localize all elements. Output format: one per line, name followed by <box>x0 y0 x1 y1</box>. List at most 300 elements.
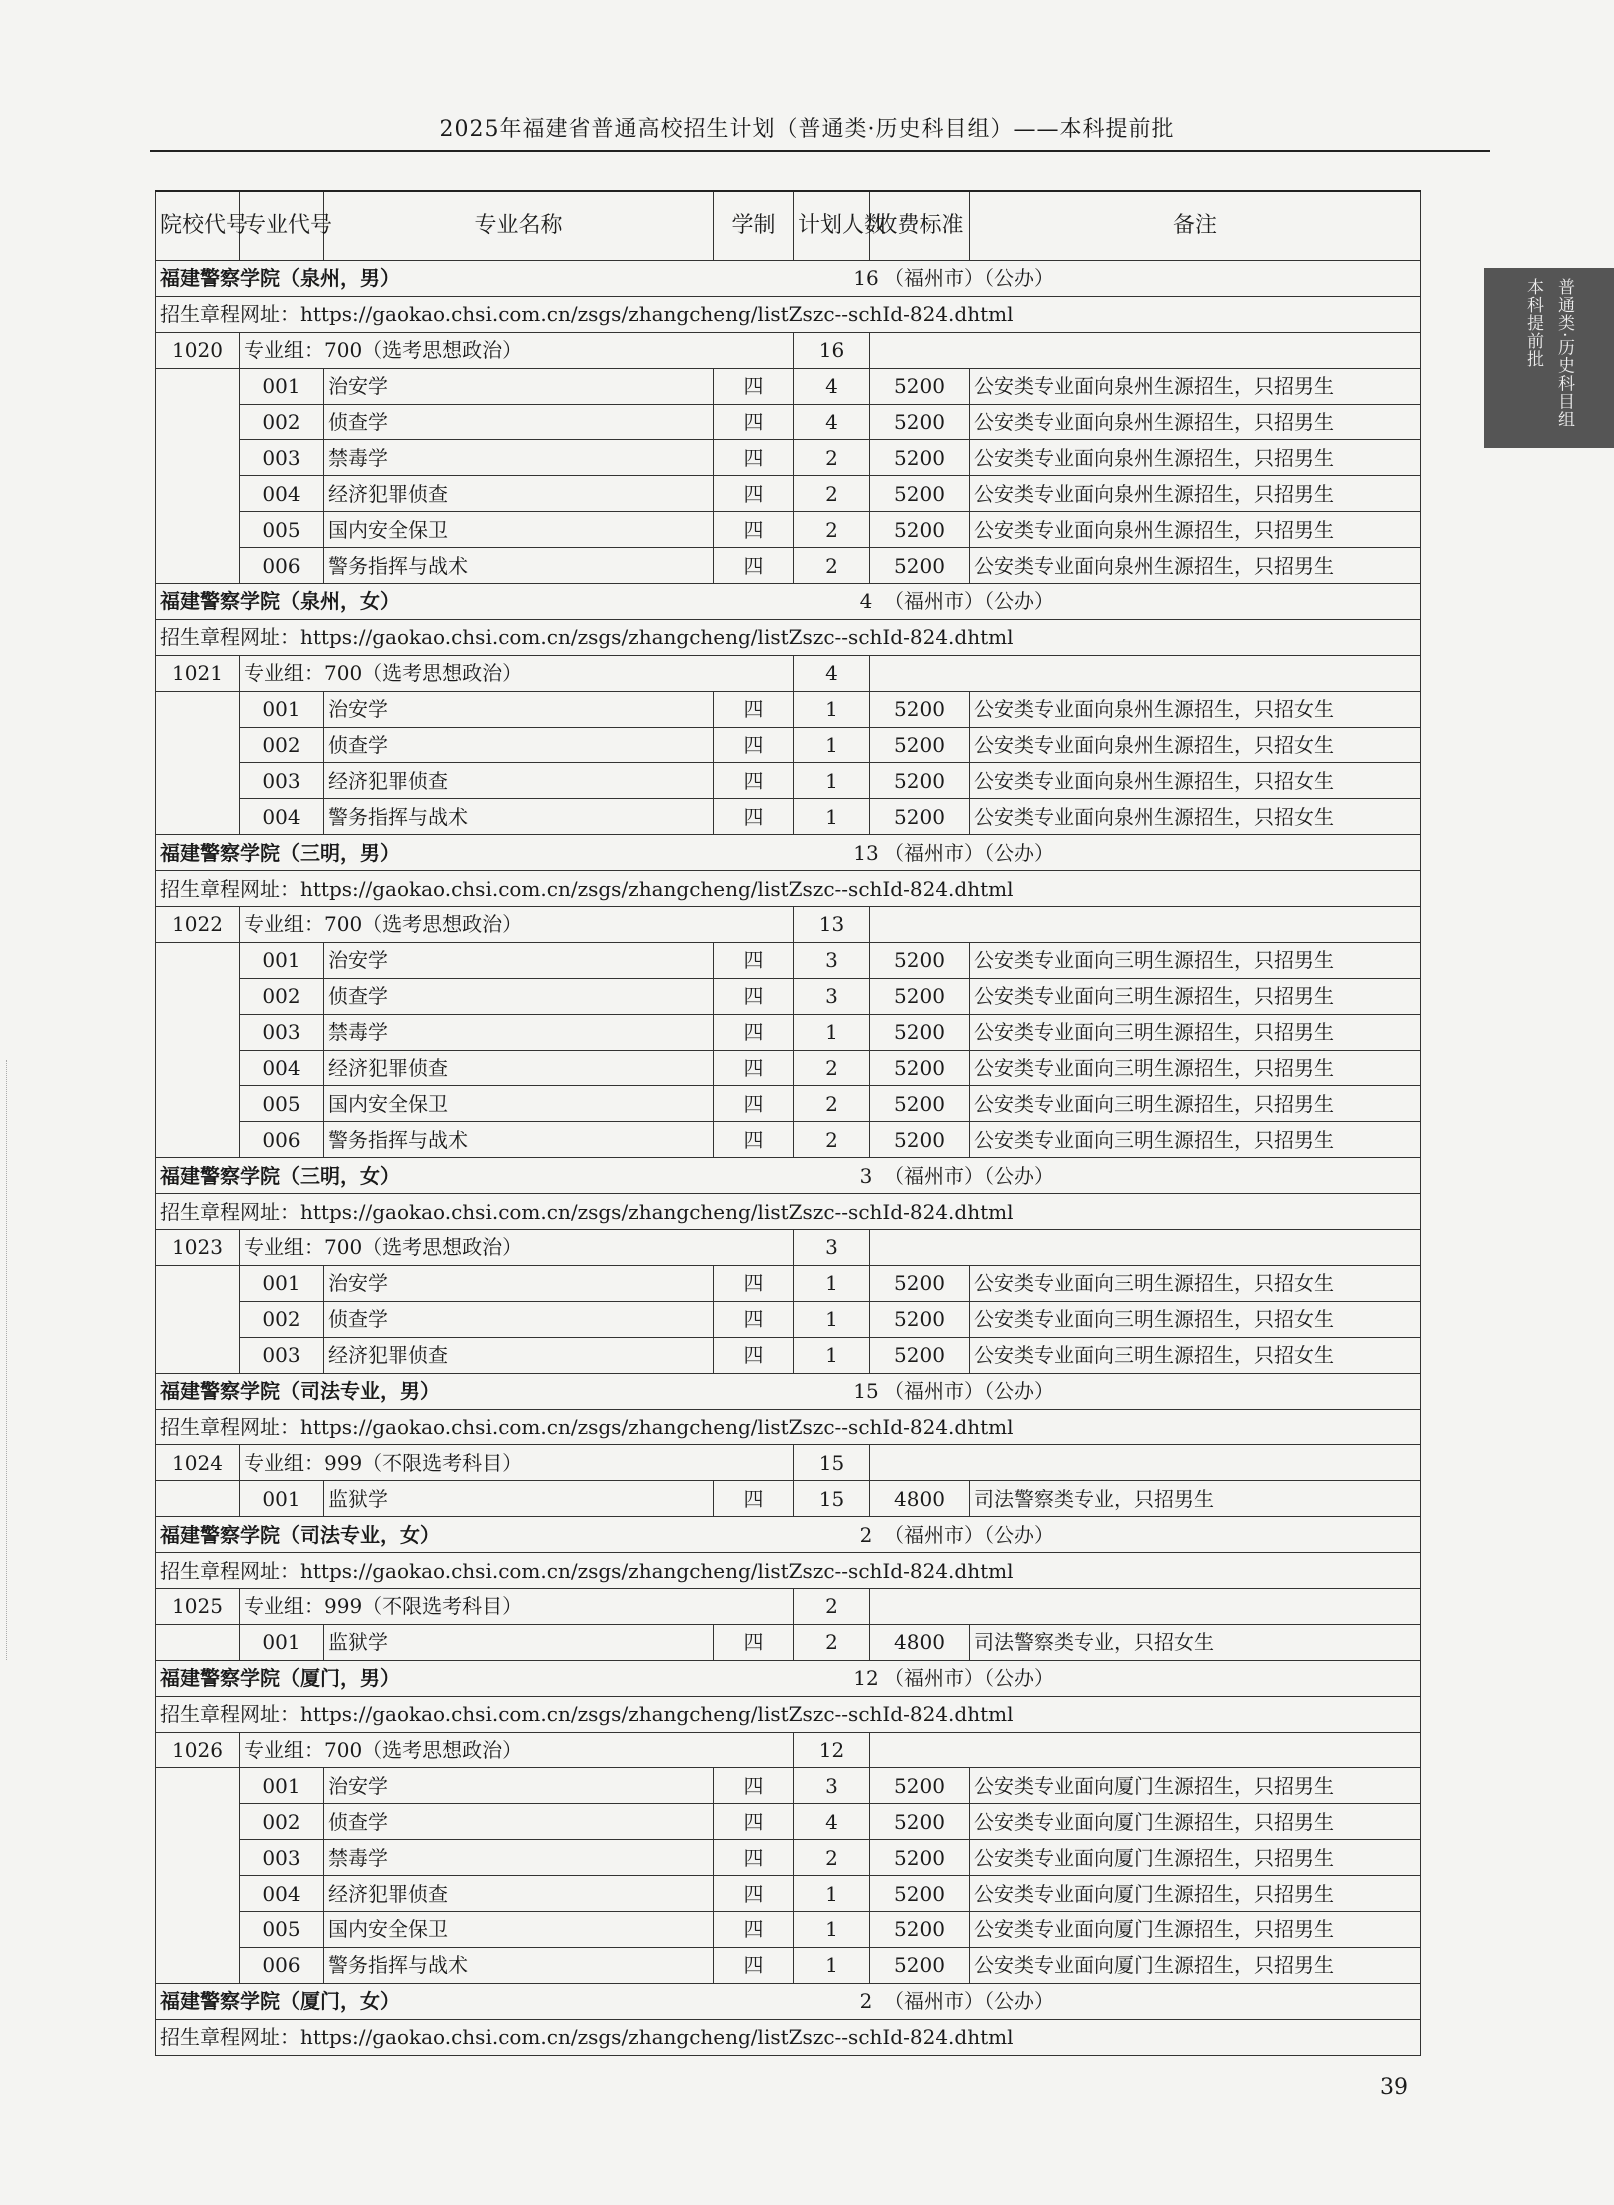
major-row <box>156 727 1421 763</box>
major-name: 警务指挥与战术 <box>324 548 714 584</box>
major-name: 侦查学 <box>324 978 714 1014</box>
major-name: 治安学 <box>324 1768 714 1804</box>
charter-url-row <box>156 1194 1421 1230</box>
major-name: 经济犯罪侦查 <box>324 1337 714 1373</box>
major-fee: 5200 <box>870 691 970 727</box>
blank-school-code <box>156 1265 240 1373</box>
header-notes: 备注 <box>970 191 1421 261</box>
header-major-code: 专业代号 <box>240 191 324 261</box>
school-name: 福建警察学院（三明，男） <box>160 840 400 865</box>
school-line <box>156 584 1421 620</box>
major-duration: 四 <box>714 1804 794 1840</box>
major-plan-count: 3 <box>794 978 870 1014</box>
major-name: 经济犯罪侦查 <box>324 1876 714 1912</box>
major-code: 006 <box>240 1947 324 1983</box>
major-plan-count: 2 <box>794 440 870 476</box>
table-body <box>156 261 1421 2056</box>
school-location-type: （福州市）（公办） <box>884 840 1054 865</box>
group-empty <box>870 655 1421 691</box>
group-school-code: 1020 <box>156 332 240 368</box>
major-code: 005 <box>240 1086 324 1122</box>
major-fee: 5200 <box>870 1337 970 1373</box>
major-name: 禁毒学 <box>324 1014 714 1050</box>
major-code: 001 <box>240 1481 324 1517</box>
charter-url-link[interactable]: https://gaokao.chsi.com.cn/zsgs/zhangcheng/listZszc--schId-824.dhtml <box>300 302 1014 327</box>
charter-url-line <box>156 1553 1421 1589</box>
major-fee: 4800 <box>870 1481 970 1517</box>
charter-url-link[interactable]: https://gaokao.chsi.com.cn/zsgs/zhangcheng/listZszc--schId-824.dhtml <box>300 1558 1014 1583</box>
major-code: 002 <box>240 1301 324 1337</box>
group-empty <box>870 1588 1421 1624</box>
major-code: 001 <box>240 1265 324 1301</box>
charter-url-label: 招生章程网址： <box>160 302 300 327</box>
school-name: 福建警察学院（三明，女） <box>160 1163 400 1188</box>
group-school-code: 1022 <box>156 907 240 943</box>
major-name: 监狱学 <box>324 1624 714 1660</box>
major-plan-count: 15 <box>794 1481 870 1517</box>
group-description: 专业组：700（选考思想政治） <box>240 332 794 368</box>
school-row <box>156 1517 1421 1553</box>
major-note: 公安类专业面向泉州生源招生，只招女生 <box>970 763 1421 799</box>
major-row <box>156 978 1421 1014</box>
major-fee: 5200 <box>870 404 970 440</box>
major-note: 公安类专业面向泉州生源招生，只招女生 <box>970 727 1421 763</box>
major-name: 经济犯罪侦查 <box>324 476 714 512</box>
major-fee: 5200 <box>870 548 970 584</box>
school-plan-count: 2 <box>859 1522 873 1547</box>
charter-url-line <box>156 1696 1421 1732</box>
major-fee: 5200 <box>870 1122 970 1158</box>
major-group-row <box>156 1588 1421 1624</box>
major-name: 国内安全保卫 <box>324 512 714 548</box>
major-plan-count: 2 <box>794 1122 870 1158</box>
major-plan-count: 1 <box>794 1911 870 1947</box>
major-name: 经济犯罪侦查 <box>324 1050 714 1086</box>
major-note: 公安类专业面向三明生源招生，只招女生 <box>970 1265 1421 1301</box>
major-code: 003 <box>240 440 324 476</box>
school-name: 福建警察学院（泉州，女） <box>160 589 400 614</box>
major-row <box>156 1122 1421 1158</box>
major-note: 公安类专业面向三明生源招生，只招男生 <box>970 978 1421 1014</box>
major-plan-count: 1 <box>794 1014 870 1050</box>
major-fee: 5200 <box>870 727 970 763</box>
major-duration: 四 <box>714 763 794 799</box>
school-row <box>156 261 1421 297</box>
major-row <box>156 1086 1421 1122</box>
major-row <box>156 1840 1421 1876</box>
charter-url-row <box>156 871 1421 907</box>
major-duration: 四 <box>714 1768 794 1804</box>
charter-url-label: 招生章程网址： <box>160 1414 300 1439</box>
group-empty <box>870 332 1421 368</box>
major-row <box>156 1265 1421 1301</box>
major-note: 公安类专业面向泉州生源招生，只招男生 <box>970 404 1421 440</box>
major-fee: 5200 <box>870 763 970 799</box>
major-row <box>156 691 1421 727</box>
major-plan-count: 2 <box>794 1086 870 1122</box>
major-duration: 四 <box>714 1301 794 1337</box>
major-row <box>156 440 1421 476</box>
group-description: 专业组：999（不限选考科目） <box>240 1445 794 1481</box>
major-plan-count: 1 <box>794 1301 870 1337</box>
charter-url-row <box>156 1409 1421 1445</box>
major-code: 004 <box>240 799 324 835</box>
major-fee: 5200 <box>870 942 970 978</box>
major-duration: 四 <box>714 368 794 404</box>
school-line <box>156 261 1421 297</box>
blank-school-code <box>156 1481 240 1517</box>
blank-school-code <box>156 942 240 1157</box>
charter-url-line <box>156 619 1421 655</box>
major-code: 006 <box>240 548 324 584</box>
school-plan-count: 4 <box>859 589 873 614</box>
major-code: 004 <box>240 1876 324 1912</box>
header-plan-count: 计划人数 <box>794 191 870 261</box>
group-description: 专业组：700（选考思想政治） <box>240 907 794 943</box>
major-fee: 5200 <box>870 1876 970 1912</box>
major-code: 001 <box>240 1624 324 1660</box>
blank-school-code <box>156 1768 240 1983</box>
major-name: 治安学 <box>324 1265 714 1301</box>
header-fee: 收费标准 <box>870 191 970 261</box>
major-group-row <box>156 1445 1421 1481</box>
school-name: 福建警察学院（厦门，女） <box>160 1989 400 2014</box>
school-row <box>156 835 1421 871</box>
group-description: 专业组：700（选考思想政治） <box>240 1732 794 1768</box>
major-plan-count: 2 <box>794 476 870 512</box>
enrollment-plan-table <box>155 190 1421 2056</box>
blank-school-code <box>156 368 240 583</box>
major-note: 公安类专业面向三明生源招生，只招女生 <box>970 1301 1421 1337</box>
school-line <box>156 835 1421 871</box>
major-note: 公安类专业面向泉州生源招生，只招女生 <box>970 799 1421 835</box>
group-plan-count: 12 <box>794 1732 870 1768</box>
major-row <box>156 512 1421 548</box>
charter-url-link[interactable]: https://gaokao.chsi.com.cn/zsgs/zhangcheng/listZszc--schId-824.dhtml <box>300 1702 1014 1727</box>
major-name: 国内安全保卫 <box>324 1911 714 1947</box>
charter-url-line <box>156 296 1421 332</box>
major-duration: 四 <box>714 978 794 1014</box>
group-empty <box>870 1732 1421 1768</box>
major-row <box>156 1337 1421 1373</box>
major-row <box>156 1876 1421 1912</box>
major-note: 司法警察类专业，只招女生 <box>970 1624 1421 1660</box>
major-name: 侦查学 <box>324 404 714 440</box>
major-row <box>156 1768 1421 1804</box>
charter-url-label: 招生章程网址： <box>160 876 300 901</box>
major-plan-count: 1 <box>794 799 870 835</box>
major-fee: 5200 <box>870 1911 970 1947</box>
charter-url-label: 招生章程网址： <box>160 625 300 650</box>
major-duration: 四 <box>714 799 794 835</box>
charter-url-label: 招生章程网址： <box>160 1558 300 1583</box>
major-code: 004 <box>240 476 324 512</box>
major-name: 警务指挥与战术 <box>324 1122 714 1158</box>
group-school-code: 1024 <box>156 1445 240 1481</box>
major-plan-count: 2 <box>794 1840 870 1876</box>
major-name: 经济犯罪侦查 <box>324 763 714 799</box>
major-plan-count: 1 <box>794 1947 870 1983</box>
page-number: 39 <box>1380 2075 1408 2100</box>
major-note: 公安类专业面向泉州生源招生，只招男生 <box>970 512 1421 548</box>
major-code: 001 <box>240 368 324 404</box>
major-duration: 四 <box>714 440 794 476</box>
major-code: 001 <box>240 942 324 978</box>
group-description: 专业组：700（选考思想政治） <box>240 1230 794 1266</box>
school-line <box>156 1983 1421 2019</box>
major-plan-count: 3 <box>794 942 870 978</box>
school-location-type: （福州市）（公办） <box>884 589 1054 614</box>
blank-school-code <box>156 1624 240 1660</box>
major-duration: 四 <box>714 476 794 512</box>
major-fee: 5200 <box>870 476 970 512</box>
school-line <box>156 1660 1421 1696</box>
school-plan-count: 3 <box>859 1163 873 1188</box>
group-school-code: 1021 <box>156 655 240 691</box>
major-code: 001 <box>240 691 324 727</box>
major-note: 公安类专业面向厦门生源招生，只招男生 <box>970 1804 1421 1840</box>
major-row <box>156 548 1421 584</box>
major-name: 禁毒学 <box>324 440 714 476</box>
major-plan-count: 2 <box>794 548 870 584</box>
major-duration: 四 <box>714 1086 794 1122</box>
major-row <box>156 763 1421 799</box>
major-note: 公安类专业面向三明生源招生，只招男生 <box>970 1050 1421 1086</box>
major-name: 治安学 <box>324 942 714 978</box>
major-plan-count: 1 <box>794 727 870 763</box>
major-row <box>156 368 1421 404</box>
major-fee: 5200 <box>870 1840 970 1876</box>
school-line <box>156 1158 1421 1194</box>
major-code: 002 <box>240 978 324 1014</box>
school-location-type: （福州市）（公办） <box>884 266 1054 291</box>
major-row <box>156 799 1421 835</box>
major-duration: 四 <box>714 1265 794 1301</box>
major-name: 治安学 <box>324 368 714 404</box>
major-fee: 5200 <box>870 1947 970 1983</box>
major-note: 公安类专业面向泉州生源招生，只招男生 <box>970 368 1421 404</box>
major-code: 006 <box>240 1122 324 1158</box>
header-rule <box>150 150 1490 152</box>
school-plan-count: 13 <box>853 840 879 865</box>
school-name: 福建警察学院（司法专业，男） <box>160 1379 440 1404</box>
major-code: 003 <box>240 1014 324 1050</box>
major-duration: 四 <box>714 1947 794 1983</box>
school-location-type: （福州市）（公办） <box>884 1989 1054 2014</box>
major-fee: 4800 <box>870 1624 970 1660</box>
school-plan-count: 15 <box>853 1379 879 1404</box>
school-row <box>156 1983 1421 2019</box>
major-note: 公安类专业面向厦门生源招生，只招男生 <box>970 1840 1421 1876</box>
major-duration: 四 <box>714 727 794 763</box>
charter-url-row <box>156 619 1421 655</box>
group-empty <box>870 1230 1421 1266</box>
charter-url-link[interactable]: https://gaokao.chsi.com.cn/zsgs/zhangcheng/listZszc--schId-824.dhtml <box>300 876 1014 901</box>
major-duration: 四 <box>714 1337 794 1373</box>
major-plan-count: 1 <box>794 1876 870 1912</box>
major-group-row <box>156 1732 1421 1768</box>
school-name: 福建警察学院（司法专业，女） <box>160 1522 440 1547</box>
group-plan-count: 13 <box>794 907 870 943</box>
major-name: 禁毒学 <box>324 1840 714 1876</box>
group-plan-count: 16 <box>794 332 870 368</box>
major-code: 003 <box>240 1840 324 1876</box>
school-location-type: （福州市）（公办） <box>884 1379 1054 1404</box>
major-note: 公安类专业面向泉州生源招生，只招男生 <box>970 548 1421 584</box>
major-duration: 四 <box>714 691 794 727</box>
major-duration: 四 <box>714 1840 794 1876</box>
group-description: 专业组：700（选考思想政治） <box>240 655 794 691</box>
major-plan-count: 4 <box>794 368 870 404</box>
major-fee: 5200 <box>870 978 970 1014</box>
charter-url-label: 招生章程网址： <box>160 2025 300 2050</box>
group-school-code: 1026 <box>156 1732 240 1768</box>
major-group-row <box>156 332 1421 368</box>
major-name: 侦查学 <box>324 727 714 763</box>
group-school-code: 1023 <box>156 1230 240 1266</box>
major-row <box>156 942 1421 978</box>
group-plan-count: 3 <box>794 1230 870 1266</box>
major-fee: 5200 <box>870 512 970 548</box>
charter-url-link[interactable]: https://gaokao.chsi.com.cn/zsgs/zhangcheng/listZszc--schId-824.dhtml <box>300 2025 1014 2050</box>
table-header-row <box>156 191 1421 261</box>
major-name: 监狱学 <box>324 1481 714 1517</box>
major-note: 公安类专业面向三明生源招生，只招男生 <box>970 942 1421 978</box>
major-code: 001 <box>240 1768 324 1804</box>
major-note: 公安类专业面向泉州生源招生，只招女生 <box>970 691 1421 727</box>
major-duration: 四 <box>714 1481 794 1517</box>
side-tab-batch: 本科提前批 <box>1523 278 1543 368</box>
charter-url-line <box>156 871 1421 907</box>
major-duration: 四 <box>714 1122 794 1158</box>
major-plan-count: 2 <box>794 512 870 548</box>
school-name: 福建警察学院（泉州，男） <box>160 266 400 291</box>
major-note: 公安类专业面向三明生源招生，只招男生 <box>970 1122 1421 1158</box>
major-duration: 四 <box>714 512 794 548</box>
major-row <box>156 476 1421 512</box>
major-fee: 5200 <box>870 440 970 476</box>
charter-url-link[interactable]: https://gaokao.chsi.com.cn/zsgs/zhangcheng/listZszc--schId-824.dhtml <box>300 1199 1014 1224</box>
margin-dotted-line <box>6 1060 7 1660</box>
major-code: 005 <box>240 1911 324 1947</box>
major-plan-count: 2 <box>794 1624 870 1660</box>
major-name: 国内安全保卫 <box>324 1086 714 1122</box>
major-duration: 四 <box>714 1014 794 1050</box>
header-major-name: 专业名称 <box>324 191 714 261</box>
header-duration: 学制 <box>714 191 794 261</box>
school-plan-count: 16 <box>853 266 879 291</box>
charter-url-row <box>156 2019 1421 2055</box>
school-row <box>156 1158 1421 1194</box>
major-note: 司法警察类专业，只招男生 <box>970 1481 1421 1517</box>
school-location-type: （福州市）（公办） <box>884 1522 1054 1547</box>
major-name: 警务指挥与战术 <box>324 799 714 835</box>
major-plan-count: 1 <box>794 1265 870 1301</box>
school-plan-count: 12 <box>853 1666 879 1691</box>
major-fee: 5200 <box>870 1804 970 1840</box>
section-side-tab <box>1484 268 1614 448</box>
school-row <box>156 584 1421 620</box>
major-note: 公安类专业面向厦门生源招生，只招男生 <box>970 1947 1421 1983</box>
major-name: 警务指挥与战术 <box>324 1947 714 1983</box>
major-code: 002 <box>240 404 324 440</box>
major-note: 公安类专业面向泉州生源招生，只招男生 <box>970 440 1421 476</box>
group-description: 专业组：999（不限选考科目） <box>240 1588 794 1624</box>
group-plan-count: 15 <box>794 1445 870 1481</box>
major-fee: 5200 <box>870 1086 970 1122</box>
school-line <box>156 1517 1421 1553</box>
blank-school-code <box>156 691 240 835</box>
major-code: 003 <box>240 763 324 799</box>
charter-url-line <box>156 1194 1421 1230</box>
charter-url-label: 招生章程网址： <box>160 1702 300 1727</box>
school-location-type: （福州市）（公办） <box>884 1163 1054 1188</box>
major-fee: 5200 <box>870 799 970 835</box>
major-group-row <box>156 1230 1421 1266</box>
school-location-type: （福州市）（公办） <box>884 1666 1054 1691</box>
major-note: 公安类专业面向厦门生源招生，只招男生 <box>970 1876 1421 1912</box>
major-duration: 四 <box>714 404 794 440</box>
group-empty <box>870 1445 1421 1481</box>
major-plan-count: 3 <box>794 1768 870 1804</box>
major-note: 公安类专业面向厦门生源招生，只招男生 <box>970 1911 1421 1947</box>
group-plan-count: 4 <box>794 655 870 691</box>
charter-url-row <box>156 296 1421 332</box>
major-fee: 5200 <box>870 1014 970 1050</box>
major-name: 治安学 <box>324 691 714 727</box>
major-row <box>156 1050 1421 1086</box>
major-row <box>156 404 1421 440</box>
major-plan-count: 1 <box>794 763 870 799</box>
major-row <box>156 1301 1421 1337</box>
school-row <box>156 1373 1421 1409</box>
side-tab-category: 普通类·历史科目组 <box>1554 278 1574 429</box>
major-duration: 四 <box>714 1876 794 1912</box>
major-code: 004 <box>240 1050 324 1086</box>
page-title: 2025年福建省普通高校招生计划（普通类·历史科目组）——本科提前批 <box>439 117 1175 142</box>
major-code: 003 <box>240 1337 324 1373</box>
major-name: 侦查学 <box>324 1301 714 1337</box>
major-fee: 5200 <box>870 1050 970 1086</box>
major-row <box>156 1624 1421 1660</box>
major-row <box>156 1911 1421 1947</box>
school-plan-count: 2 <box>859 1989 873 2014</box>
charter-url-link[interactable]: https://gaokao.chsi.com.cn/zsgs/zhangcheng/listZszc--schId-824.dhtml <box>300 625 1014 650</box>
major-row <box>156 1014 1421 1050</box>
charter-url-line <box>156 1409 1421 1445</box>
major-note: 公安类专业面向三明生源招生，只招女生 <box>970 1337 1421 1373</box>
major-row <box>156 1481 1421 1517</box>
major-fee: 5200 <box>870 368 970 404</box>
major-fee: 5200 <box>870 1265 970 1301</box>
major-code: 002 <box>240 727 324 763</box>
charter-url-row <box>156 1696 1421 1732</box>
major-code: 005 <box>240 512 324 548</box>
major-plan-count: 4 <box>794 404 870 440</box>
group-empty <box>870 907 1421 943</box>
major-duration: 四 <box>714 942 794 978</box>
charter-url-row <box>156 1553 1421 1589</box>
major-duration: 四 <box>714 1050 794 1086</box>
school-name: 福建警察学院（厦门，男） <box>160 1666 400 1691</box>
charter-url-link[interactable]: https://gaokao.chsi.com.cn/zsgs/zhangcheng/listZszc--schId-824.dhtml <box>300 1414 1014 1439</box>
charter-url-line <box>156 2019 1421 2055</box>
major-code: 002 <box>240 1804 324 1840</box>
major-plan-count: 1 <box>794 691 870 727</box>
major-fee: 5200 <box>870 1301 970 1337</box>
major-name: 侦查学 <box>324 1804 714 1840</box>
major-plan-count: 4 <box>794 1804 870 1840</box>
